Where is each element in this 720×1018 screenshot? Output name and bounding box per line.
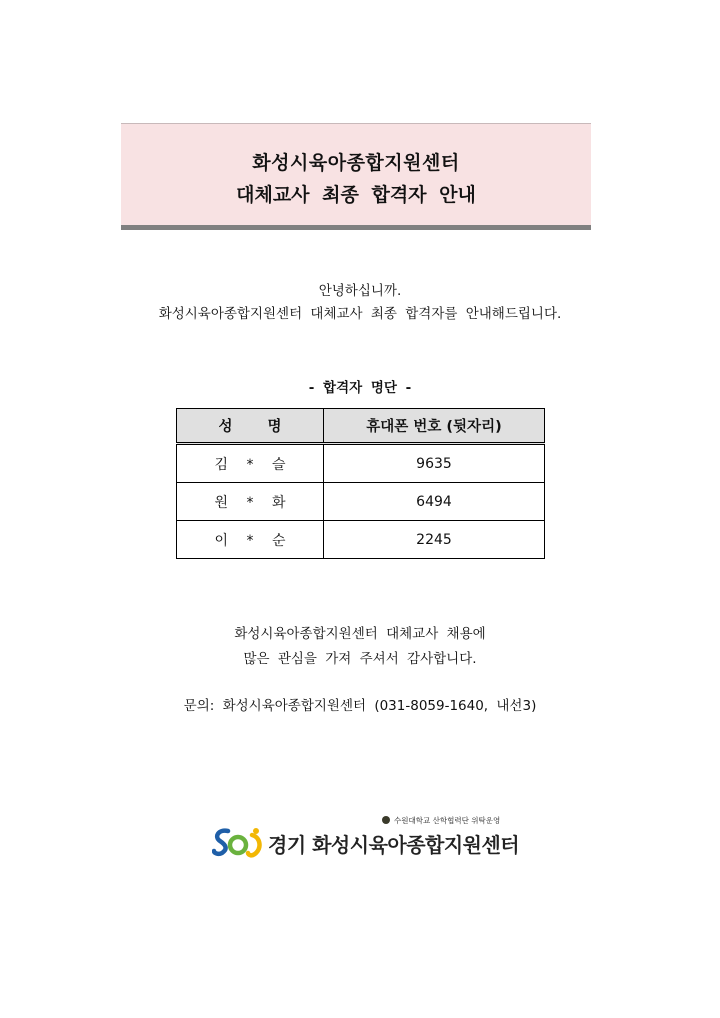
logo-name: 경기 화성시육아종합지원센터 — [268, 833, 520, 857]
greeting-line-2: 화성시육아종합지원센터 대체교사 최종 합격자를 안내해드립니다. — [158, 306, 562, 322]
closing-line-1: 화성시육아종합지원센터 대체교사 채용에 — [234, 626, 486, 642]
contact-info: 문의: 화성시육아종합지원센터 (031-8059-1640, 내선3) — [183, 698, 537, 714]
cell-name: 이 * 순 — [177, 521, 324, 559]
cell-phone: 9635 — [324, 444, 545, 483]
title-banner — [121, 123, 591, 230]
university-seal-icon — [382, 816, 390, 824]
closing-line-2: 많은 관심을 가져 주셔서 감사합니다. — [243, 651, 477, 667]
title-org-name: 화성시육아종합지원센터 — [252, 152, 460, 174]
cell-phone: 6494 — [324, 483, 545, 521]
results-table — [176, 408, 545, 559]
list-heading: - 합격자 명단 - — [308, 380, 412, 396]
greeting-line-1: 안녕하십니까. — [318, 283, 402, 299]
logo-subtitle — [382, 815, 500, 826]
header-name: 성 명 — [177, 409, 324, 444]
header-phone: 휴대폰 번호 (뒷자리) — [324, 409, 545, 444]
logo-subtitle-text: 수원대학교 산학협력단 위탁운영 — [394, 816, 501, 825]
table-row — [177, 444, 545, 483]
cell-name: 김 * 슬 — [177, 444, 324, 483]
table-header-row — [177, 409, 545, 444]
table-row — [177, 521, 545, 559]
logo-mark-icon — [212, 825, 266, 859]
cell-phone: 2245 — [324, 521, 545, 559]
cell-name: 원 * 화 — [177, 483, 324, 521]
title-notice: 대체교사 최종 합격자 안내 — [236, 184, 476, 206]
table-row — [177, 483, 545, 521]
center-logo — [210, 815, 520, 865]
